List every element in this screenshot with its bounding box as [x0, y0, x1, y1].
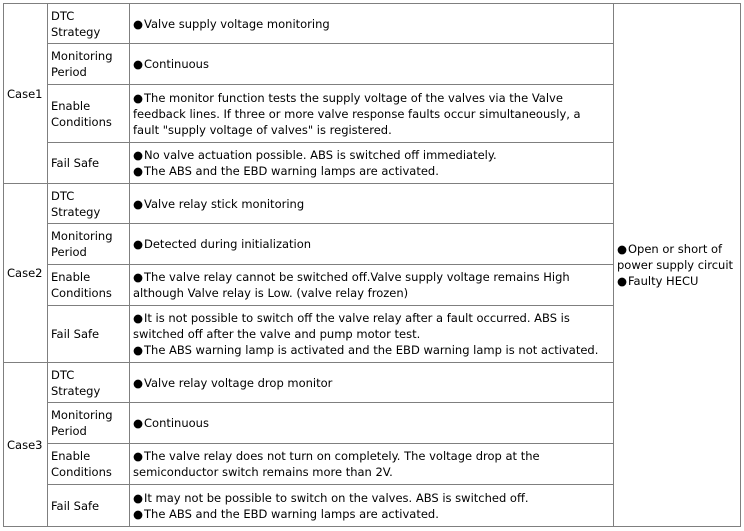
row-content: [130, 143, 614, 184]
bullet-icon: ●: [133, 311, 144, 325]
bullet-text: The ABS and the EBD warning lamps are activated.: [144, 164, 439, 178]
bullet-item: [133, 90, 610, 138]
row-label: DTC Strategy: [48, 184, 130, 224]
dtc-table: [3, 3, 741, 527]
bullet-text: Valve supply voltage monitoring: [144, 16, 330, 31]
bullet-text: The ABS warning lamp is activated and the EBD warning lamp is not activated.: [144, 343, 599, 357]
row-content: [130, 184, 614, 224]
bullet-text: No valve actuation possible. ABS is switched off immediately.: [144, 148, 497, 162]
row-label: Fail Safe: [48, 143, 130, 184]
bullet-item: [133, 506, 610, 522]
bullet-icon: ●: [133, 164, 144, 178]
row-label: DTC Strategy: [48, 363, 130, 403]
possible-cause: [614, 4, 741, 527]
bullet-icon: ●: [133, 270, 144, 284]
row-label: Fail Safe: [48, 485, 130, 527]
row-content: [130, 224, 614, 265]
bullet-icon: ●: [617, 274, 628, 288]
bullet-item: [133, 16, 610, 32]
cause-text: Faulty HECU: [628, 274, 699, 288]
row-content: [130, 306, 614, 363]
row-content: [130, 444, 614, 485]
bullet-icon: ●: [617, 242, 628, 256]
row-content: [130, 265, 614, 306]
bullet-text: The valve relay cannot be switched off.Valve supply voltage remains High although Valve relay is Low. (valve relay frozen): [133, 270, 570, 300]
bullet-item: [133, 342, 610, 358]
bullet-icon: ●: [133, 416, 144, 430]
bullet-text: The monitor function tests the supply voltage of the valves via the Valve feedback lines. If three or more valve response faults occur simultaneously, a fault "supply voltage of valves" is registered.: [133, 90, 581, 137]
bullet-item: [133, 56, 610, 72]
bullet-icon: ●: [133, 490, 144, 505]
cause-text: Open or short of power supply circuit: [617, 242, 734, 272]
bullet-item: [133, 147, 610, 163]
bullet-item: [133, 490, 610, 506]
bullet-text: Detected during initialization: [144, 237, 312, 251]
bullet-text: The valve relay does not turn on completely. The voltage drop at the semiconductor switch remains more than 2V.: [133, 449, 540, 479]
bullet-text: The ABS and the EBD warning lamps are activated.: [144, 506, 439, 521]
bullet-item: [133, 448, 610, 480]
bullet-text: Continuous: [144, 416, 209, 430]
row-content: [130, 44, 614, 85]
bullet-item: [133, 375, 610, 391]
bullet-text: Valve relay voltage drop monitor: [144, 375, 333, 390]
row-label: Enable Conditions: [48, 85, 130, 143]
bullet-icon: ●: [133, 57, 144, 71]
bullet-icon: ●: [133, 16, 144, 31]
bullet-icon: ●: [133, 237, 144, 251]
bullet-item: [133, 269, 610, 301]
row-label: Enable Conditions: [48, 444, 130, 485]
bullet-icon: ●: [133, 449, 144, 463]
bullet-item: [133, 163, 610, 179]
row-content: [130, 363, 614, 403]
case-label: Case2: [4, 184, 48, 363]
bullet-icon: ●: [133, 90, 144, 105]
bullet-icon: ●: [133, 196, 144, 211]
bullet-icon: ●: [133, 506, 144, 521]
bullet-text: It is not possible to switch off the valve relay after a fault occurred. ABS is switched off after the valve and pump motor test.: [133, 311, 570, 341]
bullet-icon: ●: [133, 343, 144, 357]
bullet-text: Valve relay stick monitoring: [144, 196, 305, 211]
row-content: [130, 85, 614, 143]
row-label: Monitoring Period: [48, 44, 130, 85]
cause-item: [617, 273, 737, 289]
case-label: Case3: [4, 363, 48, 527]
row-content: [130, 4, 614, 44]
bullet-item: [133, 310, 610, 342]
row-content: [130, 403, 614, 444]
row-label: Fail Safe: [48, 306, 130, 363]
row-label: Monitoring Period: [48, 403, 130, 444]
cause-item: [617, 241, 737, 273]
bullet-icon: ●: [133, 375, 144, 390]
bullet-item: [133, 236, 610, 252]
bullet-text: Continuous: [144, 57, 209, 71]
bullet-text: It may not be possible to switch on the valves. ABS is switched off.: [144, 490, 529, 505]
row-label: Enable Conditions: [48, 265, 130, 306]
table-row: [4, 4, 741, 44]
bullet-icon: ●: [133, 148, 144, 162]
row-label: Monitoring Period: [48, 224, 130, 265]
row-content: [130, 485, 614, 527]
bullet-item: [133, 196, 610, 212]
row-label: DTC Strategy: [48, 4, 130, 44]
bullet-item: [133, 415, 610, 431]
case-label: Case1: [4, 4, 48, 184]
